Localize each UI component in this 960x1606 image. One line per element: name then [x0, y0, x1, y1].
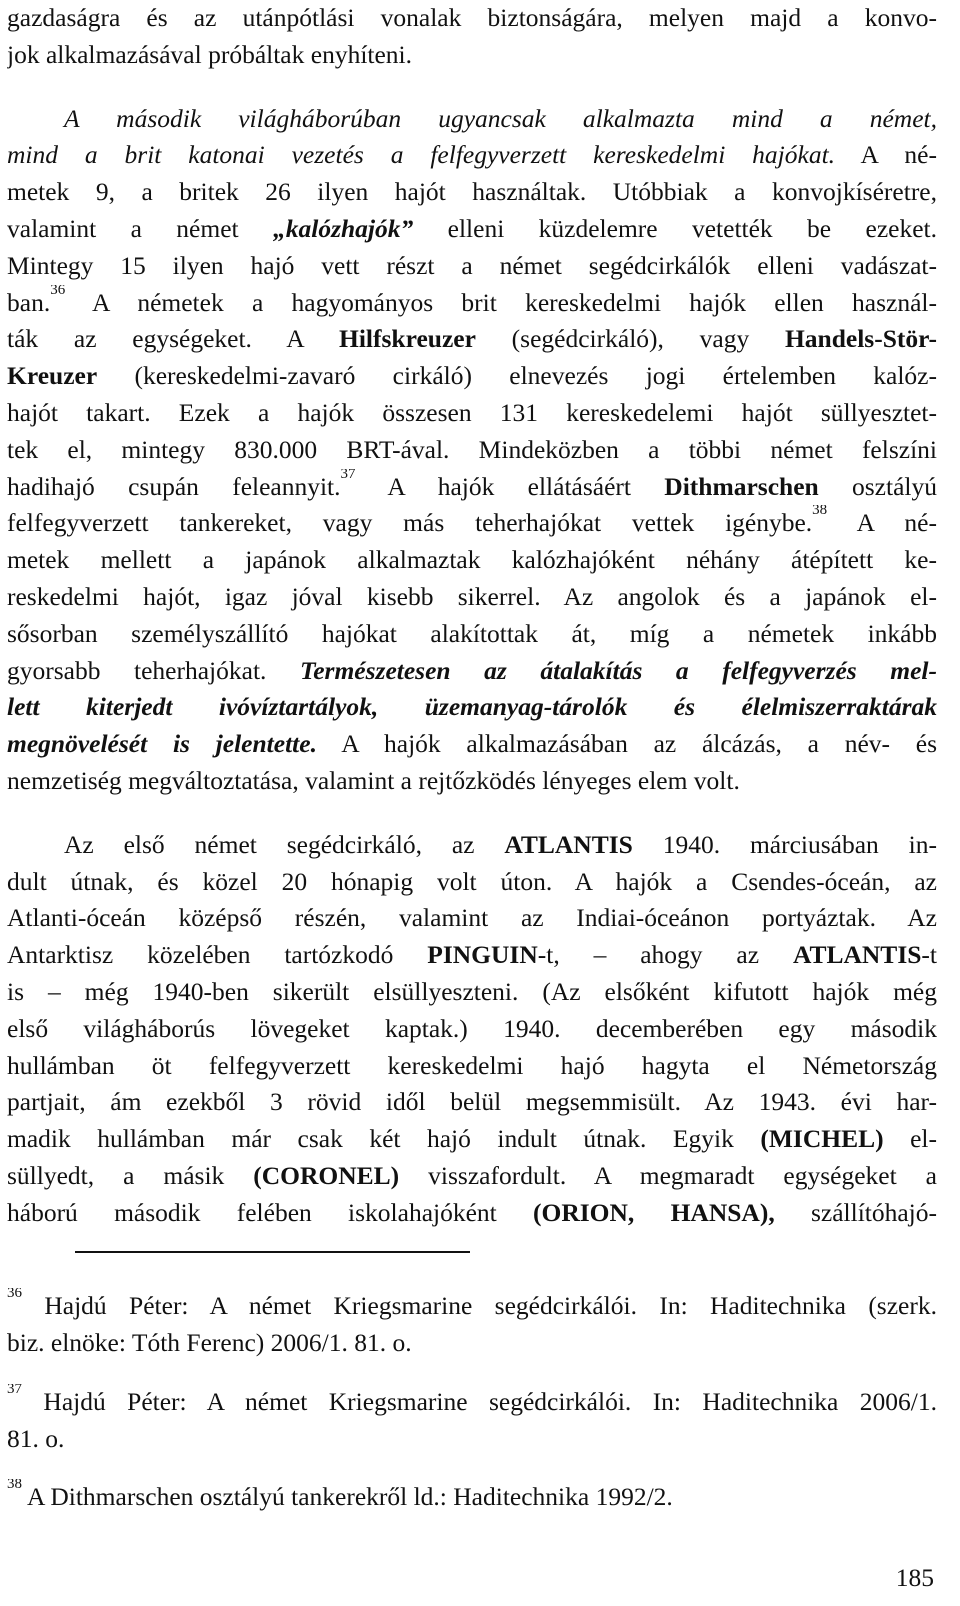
text-line: hullámban öt felfegyverzett kereskedelmi hajó hagyta el Németország	[7, 1050, 937, 1080]
footnote-36	[7, 1288, 937, 1362]
text-line: nemzetiség megváltoztatása, valamint a rejtőzködés lényeges elem volt.	[7, 765, 740, 795]
text-line	[7, 285, 937, 322]
text-span: el-	[883, 1124, 937, 1154]
text-span: gyorsabb teherhajókat.	[7, 655, 300, 685]
text-span: 1940. márciusában in-	[632, 829, 937, 859]
text-span: hadihajó csupán feleannyit.	[7, 471, 341, 501]
text-span: ták az egységeket. A	[7, 324, 340, 354]
text-span: -t, – ahogy az	[537, 940, 793, 970]
text-span: osztályú	[818, 471, 937, 501]
footnote-number: 38	[7, 1479, 22, 1492]
text-span: A né-	[827, 508, 937, 538]
text-line: dult útnak, és közel 20 hónapig volt úton. A hajók a Csendes-óceán, az	[7, 866, 937, 896]
text-line: tek el, mintegy 830.000 BRT-ával. Mindeközben a többi német felszíni	[7, 434, 937, 464]
bold-text: (MICHEL)	[760, 1124, 884, 1154]
footnote-ref-36[interactable]: 36	[50, 284, 66, 298]
footnote-line: biz. elnöke: Tóth Ferenc) 2006/1. 81. o.	[7, 1327, 412, 1357]
footnote-text: A Dithmarschen osztályú tankerekről ld.: Haditechnika 1992/2.	[22, 1482, 673, 1511]
text-line: gazdaságra és az utánpótlási vonalak biztonságára, melyen majd a konvo-	[7, 3, 937, 32]
text-span: Antarktisz közelében tartózkodó	[7, 940, 428, 970]
text-span: felfegyverzett tankereket, vagy más teherhajókat vettek igénybe.	[7, 508, 813, 538]
text-line	[7, 653, 937, 690]
page-number: 185	[895, 1563, 934, 1592]
footnote-number: 36	[7, 1288, 22, 1301]
bold-text: PINGUIN	[427, 940, 538, 970]
text-span: elleni küzdelemre vetették be ezeket.	[413, 213, 937, 243]
text-span: valamint a német	[7, 213, 273, 243]
bold-italic-text: Természetesen az átalakítás a felfegyverzés mel-	[299, 655, 937, 685]
text-span: Az első német segédcirkáló, az	[64, 829, 505, 859]
paragraph-2	[7, 101, 937, 800]
text-line	[7, 937, 937, 974]
bold-text: (CORONEL)	[253, 1160, 400, 1190]
text-span: visszafordult. A megmaradt egységeket a	[399, 1160, 937, 1190]
text-line	[7, 1158, 937, 1195]
footnote-line: 81. o.	[7, 1423, 65, 1453]
text-line: metek mellett a japánok alkalmaztak kalózhajóként néhány átépített ke-	[7, 545, 937, 575]
text-span: A hajók ellátásáért	[355, 471, 665, 501]
bold-text: Kreuzer	[7, 361, 98, 391]
footnote-line	[7, 1479, 937, 1516]
text-line	[7, 101, 937, 138]
text-line: Mintegy 15 ilyen hajó vett részt a német segédcirkálók elleni vadászat-	[7, 250, 937, 280]
text-span: háború második felében iskolahajóként	[7, 1197, 534, 1227]
text-span: A németek a hagyományos brit kereskedelmi hajók ellen használ-	[65, 287, 937, 317]
footnote-38	[7, 1479, 937, 1516]
bold-text: Hilfskreuzer	[339, 324, 476, 354]
paragraph-3	[7, 827, 937, 1232]
italic-text: mind a brit katonai vezetés a felfegyverzett kereskedelmi hajókat.	[7, 140, 836, 170]
text-line: hajót takart. Ezek a hajók összesen 131 kereskedelemi hajót süllyesztet-	[7, 397, 937, 427]
italic-text: A második világháborúban ugyancsak alkalmazta mind a német,	[64, 103, 937, 133]
bold-text: ATLANTIS	[504, 829, 633, 859]
bold-italic-text: „kalózhajók”	[272, 213, 414, 243]
text-span: madik hullámban már csak két hajó indult útnak. Egyik	[7, 1124, 761, 1154]
text-line: jok alkalmazásával próbáltak enyhíteni.	[7, 39, 413, 69]
bold-text: Dithmarschen	[664, 471, 819, 501]
text-line: Atlanti-óceán középső részén, valamint az Indiai-óceánon portyáztak. Az	[7, 903, 937, 933]
footnote-separator	[75, 1251, 470, 1253]
text-span: A hajók alkalmazásában az álcázás, a név- és	[316, 729, 937, 759]
text-line: metek 9, a britek 26 ilyen hajót használtak. Utóbbiak a konvojkíséretre,	[7, 177, 937, 207]
text-line	[7, 469, 937, 506]
text-span: A né-	[835, 140, 937, 170]
bold-italic-text: megnövelését is jelentette.	[7, 729, 317, 759]
text-span: ban.	[7, 287, 51, 317]
text-line: reskedelmi hajót, igaz jóval kisebb sikerrel. Az angolok és a japánok el-	[7, 581, 937, 611]
text-line	[7, 505, 937, 542]
text-span: (segédcirkáló), vagy	[475, 324, 785, 354]
page-body	[7, 0, 937, 1232]
text-span: süllyedt, a másik	[7, 1160, 254, 1190]
text-line	[7, 1195, 937, 1232]
text-line	[7, 827, 937, 864]
text-line	[7, 211, 937, 248]
footnote-text: Hajdú Péter: A német Kriegsmarine segédcirkálói. In: Haditechnika 2006/1.	[22, 1387, 937, 1416]
text-line: első világháborús lövegeket kaptak.) 1940. decemberében egy második	[7, 1013, 937, 1043]
text-line: partjait, ám ezekből 3 rövid idől belül megsemmisült. Az 1943. évi har-	[7, 1087, 937, 1117]
footnote-ref-37[interactable]: 37	[340, 468, 356, 482]
text-line	[7, 137, 937, 174]
footnote-37	[7, 1384, 937, 1458]
footnote-line	[7, 1384, 937, 1421]
text-span: -t	[921, 940, 937, 970]
bold-text: ATLANTIS	[792, 940, 922, 970]
footnote-ref-38[interactable]: 38	[812, 505, 828, 519]
text-line: sősorban személyszállító hajókat alakítottak át, míg a németek inkább	[7, 618, 937, 648]
footnote-line	[7, 1288, 937, 1325]
bold-text: Handels-Stör-	[784, 324, 937, 354]
text-span: szállítóhajó-	[774, 1197, 937, 1227]
footnote-number: 37	[7, 1384, 22, 1397]
text-line	[7, 1121, 937, 1158]
bold-text: (ORION, HANSA),	[533, 1197, 775, 1227]
paragraph-1	[7, 0, 937, 74]
text-span: (kereskedelmi-zavaró cirkáló) elnevezés jogi értelemben kalóz-	[97, 361, 937, 391]
text-line	[7, 358, 937, 395]
text-line: is – még 1940-ben sikerült elsüllyeszteni. (Az elsőként kifutott hajók még	[7, 976, 937, 1006]
text-line	[7, 689, 937, 726]
bold-italic-text: lett kiterjedt ivóvíztartályok, üzemanyag-tárolók és élelmiszerraktárak	[7, 692, 937, 722]
text-line	[7, 726, 937, 763]
footnote-text: Hajdú Péter: A német Kriegsmarine segédcirkálói. In: Haditechnika (szerk.	[22, 1291, 937, 1320]
text-line	[7, 321, 937, 358]
